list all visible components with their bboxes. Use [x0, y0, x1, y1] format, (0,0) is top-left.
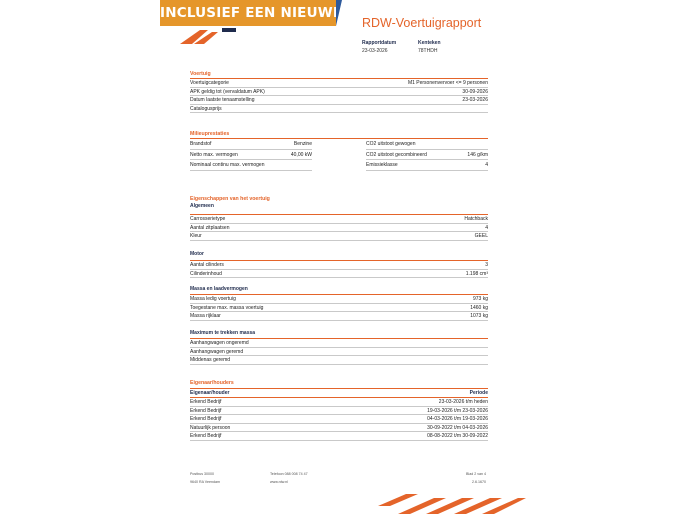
- vehicle-section-title: Voertuig: [190, 71, 211, 77]
- footer-address: [190, 470, 220, 486]
- table-row: [190, 96, 488, 105]
- period-column-header: Periode: [469, 390, 488, 396]
- owner-period: 08-08-2022 t/m 30-09-2022: [427, 433, 488, 439]
- table-row: [190, 348, 488, 357]
- divider: [190, 159, 312, 160]
- row-label: Middenas geremd: [190, 357, 231, 363]
- towing-subtitle: Maximum te trekken massa: [190, 330, 256, 336]
- row-value: 973 kg: [472, 296, 488, 302]
- footer-page-number: Blad 2 van 4: [466, 472, 486, 476]
- table-row: [190, 79, 488, 88]
- owner-name: Erkend Bedrijf: [190, 416, 222, 422]
- table-row: [190, 88, 488, 97]
- footer-phone: Telefoon 088 008 74 47: [270, 472, 308, 476]
- environment-section-title: Milieuprestaties: [190, 131, 230, 137]
- footer-contact: [270, 470, 308, 486]
- row-value: 4: [485, 224, 488, 231]
- banner-tail: [336, 0, 342, 26]
- owner-column-header: Eigenaar/houder: [190, 390, 230, 396]
- environment-section: [190, 131, 488, 171]
- row-value: 1073 kg: [470, 313, 488, 319]
- owner-period: 30-09-2022 t/m 04-03-2026: [427, 424, 488, 431]
- divider: [190, 149, 312, 150]
- row-label: Massa ledig voertuig: [190, 296, 236, 302]
- row-value: 1460 kg: [470, 304, 488, 311]
- plate-block: [418, 39, 441, 55]
- row-label: CO2 uitstoot gecombineerd: [366, 151, 427, 158]
- vehicle-section: [190, 71, 488, 113]
- row-label: Aanhangwagen geremd: [190, 348, 244, 355]
- row-label: Brandstof: [190, 141, 212, 147]
- row-label: Toegestane max. massa voertuig: [190, 304, 264, 311]
- footer-version: 2.6.1670: [471, 480, 486, 484]
- table-row: [190, 224, 488, 233]
- row-value: 40,00 kW: [290, 151, 312, 158]
- owner-period: 19-03-2026 t/m 23-03-2026: [427, 407, 488, 414]
- divider: [190, 170, 312, 171]
- row-label: Massa rijklaar: [190, 313, 221, 319]
- row-value: Benzine: [293, 141, 312, 147]
- row-label: APK geldig tot (vervaldatum APK): [190, 88, 265, 95]
- row-value: 1.198 cm³: [465, 270, 488, 277]
- row-label: Netto max. vermogen: [190, 151, 238, 158]
- row-label: Emissieklasse: [366, 162, 398, 169]
- owners-section: [190, 380, 488, 441]
- row-label: Aanhangwagen ongeremd: [190, 340, 249, 346]
- table-row: [190, 105, 488, 114]
- row-label: CO2 uitstoot gewogen: [366, 141, 416, 147]
- owner-name: Erkend Bedrijf: [190, 407, 222, 414]
- table-row: [190, 304, 488, 313]
- general-subtitle: Algemeen: [190, 203, 214, 209]
- mass-section: [190, 286, 488, 321]
- row-label: Kleur: [190, 233, 202, 239]
- footer-city: 9640 RA Veendam: [190, 480, 220, 484]
- row-label: Aantal cilinders: [190, 262, 224, 268]
- footer-postbus: Postbus 30000: [190, 472, 214, 476]
- engine-section: [190, 251, 488, 278]
- report-date-value: 23-03-2026: [362, 48, 388, 54]
- owner-name: Erkend Bedrijf: [190, 433, 222, 439]
- row-label: Aantal zitplaatsen: [190, 224, 230, 231]
- towing-section: [190, 330, 488, 365]
- owner-period: 04-03-2026 t/m 19-03-2026: [427, 416, 488, 422]
- owner-period: 23-03-2026 t/m heden: [438, 399, 488, 405]
- plate-label: Kenteken: [418, 40, 441, 46]
- properties-section-title: Eigenschappen van het voertuig: [190, 196, 270, 202]
- divider: [366, 170, 488, 171]
- engine-subtitle: Motor: [190, 251, 204, 257]
- footer-page-info: [466, 470, 486, 486]
- table-row: [190, 270, 488, 279]
- table-row: [190, 424, 488, 433]
- row-value: M1 Personenvervoer <= 9 personen: [407, 80, 488, 86]
- owners-table-header: [190, 389, 488, 397]
- owner-name: Erkend Bedrijf: [190, 399, 222, 405]
- row-label: Carrosserietype: [190, 216, 226, 222]
- row-label: Catalogusprijs: [190, 105, 222, 112]
- document-title: RDW-Voertuigrapport: [362, 16, 482, 30]
- mass-subtitle: Massa en laadvermogen: [190, 286, 248, 292]
- row-label: Voertuigcategorie: [190, 80, 229, 86]
- row-value: GEEL: [474, 233, 488, 239]
- row-value: 146 g/km: [467, 151, 488, 158]
- table-row: [190, 232, 488, 241]
- row-value: Hatchback: [464, 216, 488, 222]
- row-value: 3: [485, 262, 488, 268]
- row-value: 4: [485, 162, 488, 169]
- row-value: 23-03-2026: [462, 97, 488, 103]
- owner-name: Natuurlijk persoon: [190, 424, 231, 431]
- promo-banner: INCLUSIEF EEN NIEUWE APK: [160, 0, 336, 26]
- report-date-label: Rapportdatum: [362, 40, 397, 46]
- properties-section: [190, 196, 488, 241]
- plate-value: 78THDH: [418, 48, 438, 54]
- report-date-block: [362, 39, 396, 55]
- table-row: [190, 312, 488, 321]
- divider: [366, 149, 488, 150]
- table-row: [190, 339, 488, 348]
- divider: [366, 159, 488, 160]
- table-row: [190, 261, 488, 270]
- table-row: [190, 295, 488, 304]
- footer-website[interactable]: www.rdw.nl: [270, 480, 288, 484]
- rdw-logo-icon: [178, 26, 238, 46]
- row-label: Datum laatste tenaamstelling: [190, 97, 255, 103]
- table-row: [190, 356, 488, 365]
- table-row: [190, 398, 488, 407]
- table-row: [190, 415, 488, 424]
- rdw-stripes-icon: [378, 494, 528, 514]
- table-row: [190, 432, 488, 441]
- row-label: Nominaal continu max. vermogen: [190, 162, 265, 169]
- table-row: [190, 407, 488, 416]
- row-label: Cilinderinhoud: [190, 270, 222, 277]
- row-value: 30-09-2026: [462, 88, 488, 95]
- table-row: [190, 215, 488, 224]
- owners-section-title: Eigenaar/houders: [190, 380, 234, 386]
